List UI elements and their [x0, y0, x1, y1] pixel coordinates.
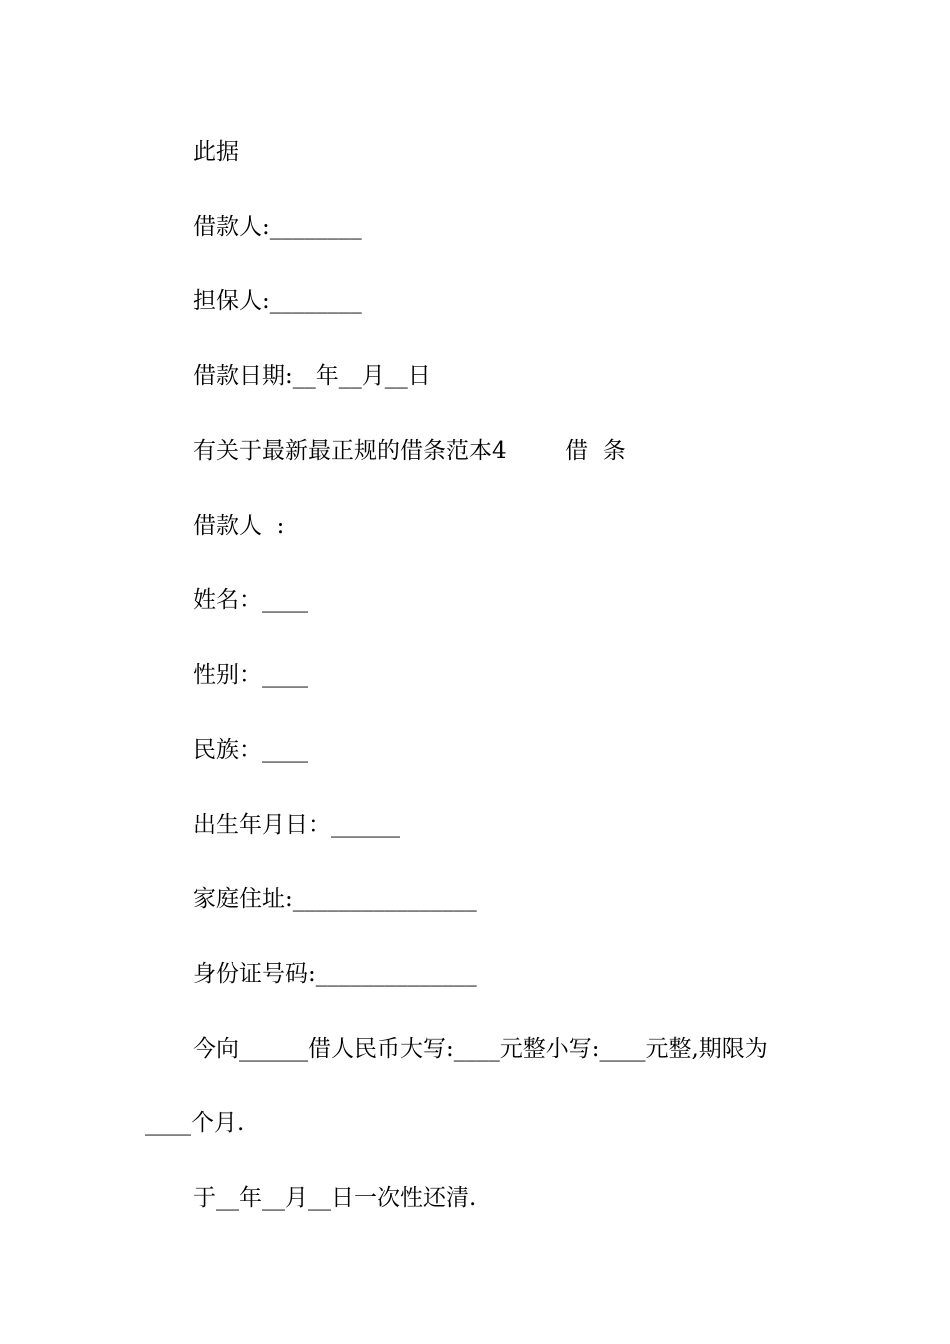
- borrower-signature-line: 借款人:________: [193, 214, 362, 240]
- borrower-heading: 借款人 :: [193, 513, 285, 539]
- name-field: 姓名：____: [193, 587, 308, 613]
- guarantor-signature-line: 担保人:________: [193, 288, 362, 314]
- repayment-date-line: 于__年__月__日一次性还清.: [193, 1185, 477, 1211]
- loan-date-line: 借款日期:__年__月__日: [193, 363, 431, 389]
- closing-phrase: 此据: [193, 139, 239, 165]
- ethnicity-field: 民族：____: [193, 737, 308, 763]
- loan-amount-paragraph: 今向______借人民币大写:____元整小写:____元整,期限为: [193, 1036, 768, 1062]
- section-heading: 有关于最新最正规的借条范本4 借 条: [193, 438, 626, 464]
- gender-field: 性别：____: [193, 662, 308, 688]
- id-number-field: 身份证号码:______________: [193, 961, 477, 987]
- address-field: 家庭住址:________________: [193, 886, 477, 912]
- loan-term-continuation: ____个月.: [145, 1110, 245, 1136]
- birthdate-field: 出生年月日：______: [193, 812, 400, 838]
